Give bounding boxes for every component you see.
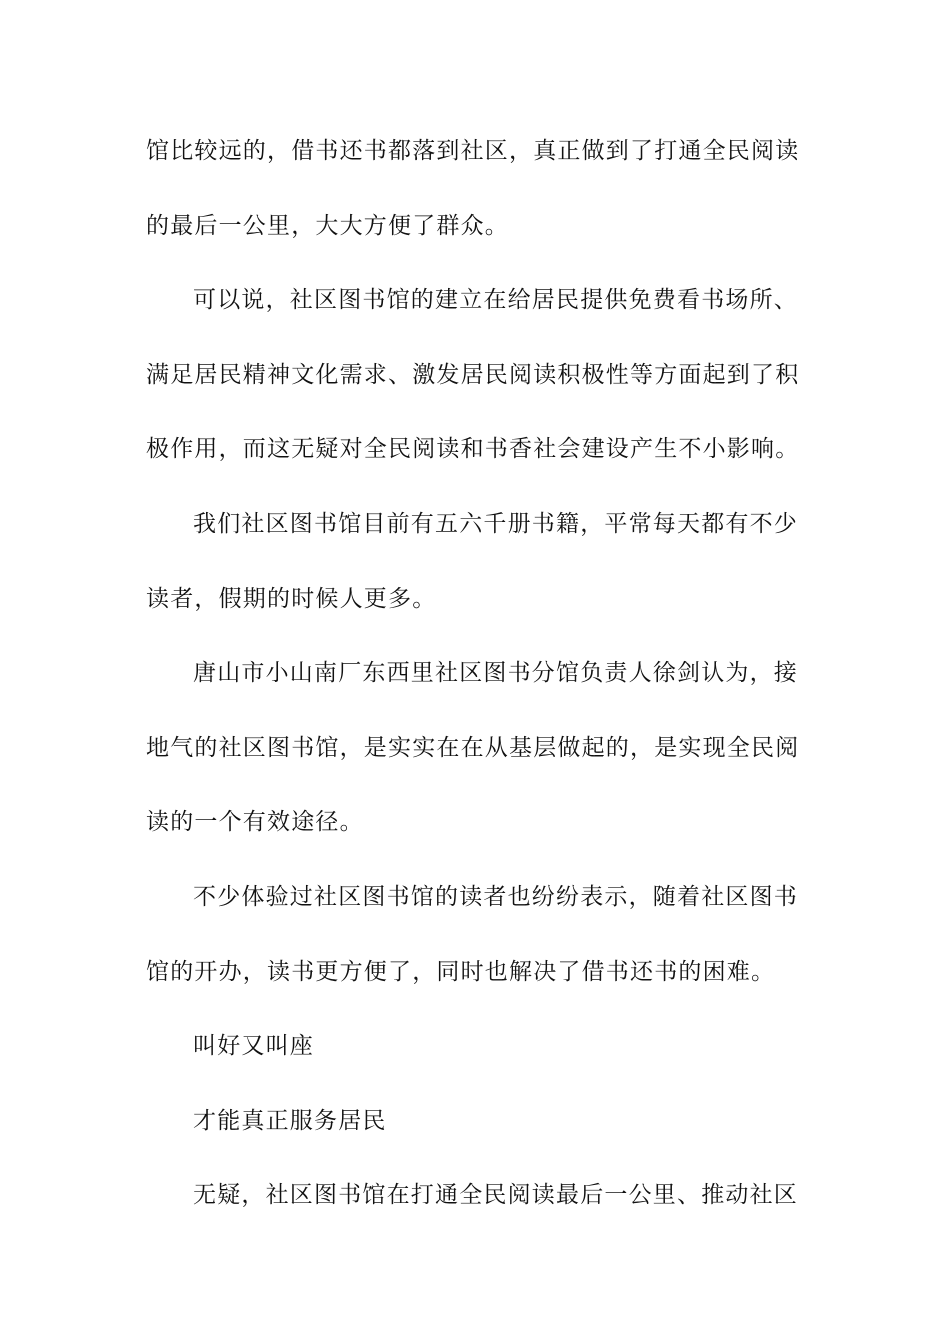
text-line: 馆的开办，读书更方便了，同时也解决了借书还书的困难。: [146, 958, 776, 985]
text-line: 读的一个有效途径。: [146, 809, 364, 836]
section-heading: 叫好又叫座: [193, 1033, 314, 1060]
text-line: 满足居民精神文化需求、激发居民阅读积极性等方面起到了积: [146, 361, 800, 388]
text-line: 唐山市小山南厂东西里社区图书分馆负责人徐剑认为，接: [193, 660, 798, 687]
section-heading: 才能真正服务居民: [193, 1107, 387, 1134]
text-line: 地气的社区图书馆，是实实在在从基层做起的，是实现全民阅: [146, 734, 800, 761]
text-line: 不少体验过社区图书馆的读者也纷纷表示，随着社区图书: [193, 883, 798, 910]
text-line: 我们社区图书馆目前有五六千册书籍，平常每天都有不少: [193, 510, 798, 537]
text-line: 极作用，而这无疑对全民阅读和书香社会建设产生不小影响。: [146, 436, 800, 463]
text-line: 馆比较远的，借书还书都落到社区，真正做到了打通全民阅读: [146, 138, 800, 164]
document-body: [146, 126, 800, 1245]
text-line: 可以说，社区图书馆的建立在给居民提供免费看书场所、: [193, 287, 798, 314]
text-line: 读者，假期的时候人更多。: [146, 585, 437, 612]
text-line: 无疑，社区图书馆在打通全民阅读最后一公里、推动社区: [193, 1182, 798, 1209]
text-line: 的最后一公里，大大方便了群众。: [146, 212, 509, 239]
